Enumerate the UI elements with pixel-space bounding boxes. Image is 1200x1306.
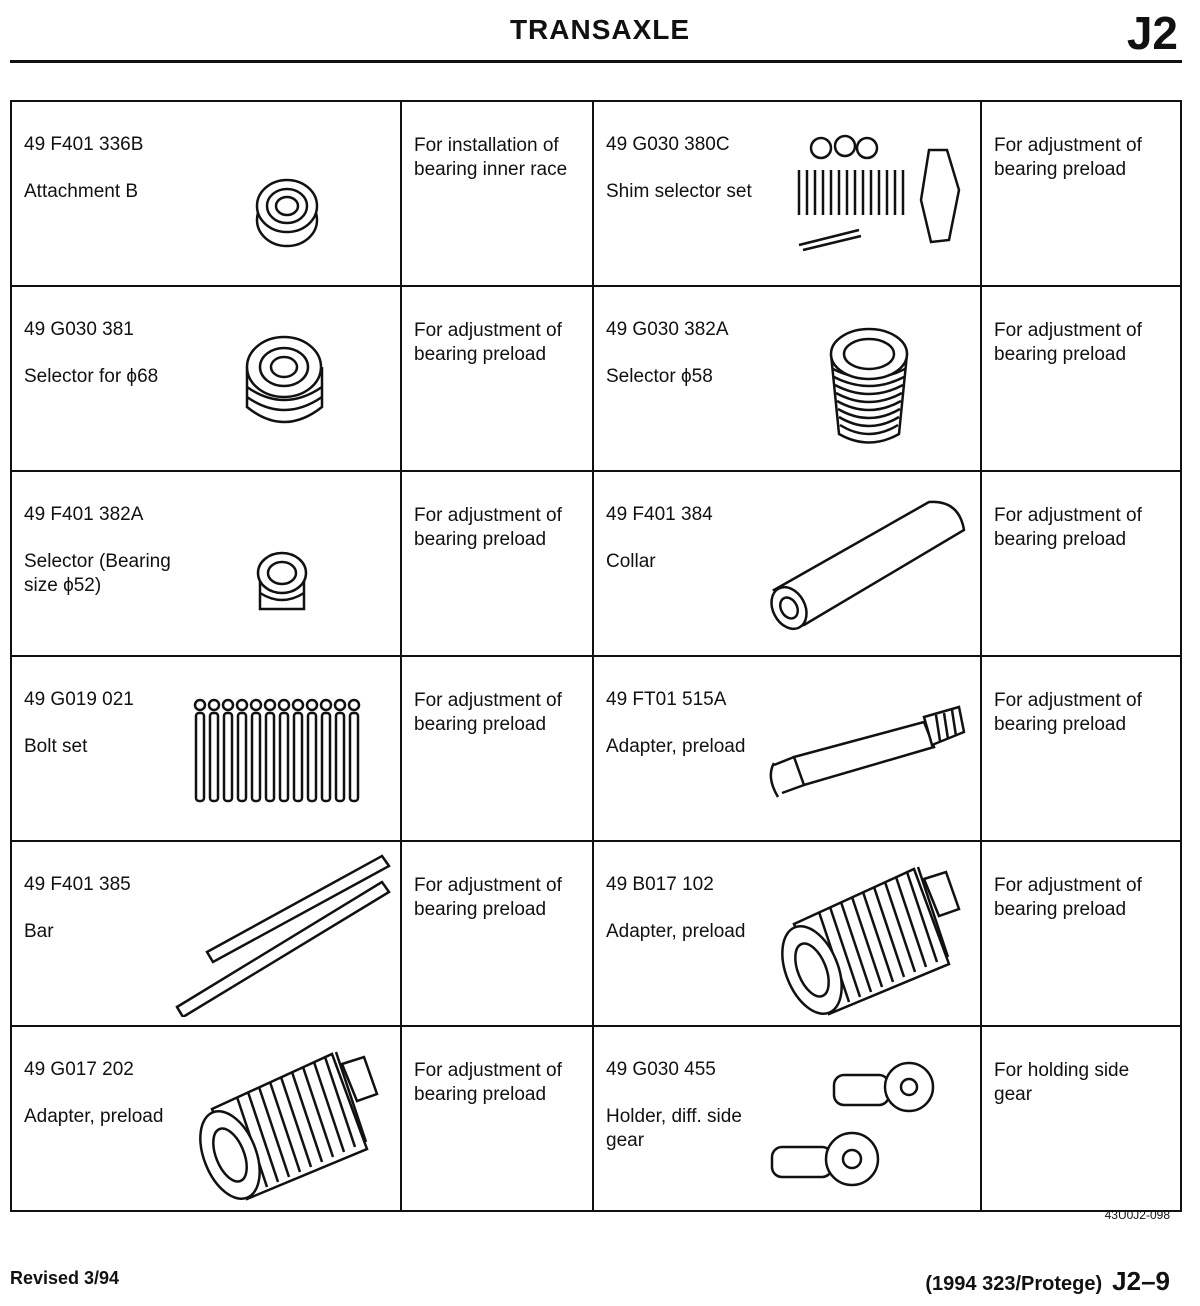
selector-52-icon (252, 547, 312, 619)
collar-icon (759, 490, 974, 640)
tool-purpose-cell (401, 101, 593, 286)
table-row (11, 1026, 1181, 1211)
tool-name: Collar (606, 551, 656, 572)
table-row (11, 656, 1181, 841)
tool-name: Attachment B (24, 181, 139, 202)
tool-cell (593, 286, 981, 471)
tool-purpose-cell (981, 841, 1181, 1026)
page-title: TRANSAXLE (509, 14, 691, 45)
table-row (11, 101, 1181, 286)
tool-number: 49 G030 455 (606, 1059, 716, 1080)
tool-number: 49 G030 380C (606, 134, 730, 155)
selector-58-icon (819, 319, 919, 454)
tool-number: 49 G030 381 (24, 319, 134, 340)
tool-purpose-cell (981, 471, 1181, 656)
tool-number: 49 FT01 515A (606, 689, 727, 710)
adapter-shaft-icon (764, 697, 974, 817)
adapter-knurled-icon (774, 854, 974, 1019)
model-label: (1994 323/Protege) (925, 1273, 1103, 1295)
tool-purpose: For adjustment of bearing preload (414, 690, 562, 735)
tool-number: 49 F401 385 (24, 874, 131, 895)
tool-purpose: For adjustment of bearing preload (414, 320, 562, 365)
tool-name: Selector (Bearing size ϕ52) (24, 551, 171, 596)
header-rule (10, 60, 1182, 63)
tool-purpose-cell (401, 286, 593, 471)
tool-name: Holder, diff. side gear (606, 1106, 742, 1151)
shim-selector-set-icon (789, 130, 979, 265)
tool-name: Bolt set (24, 736, 88, 757)
tool-cell (11, 1026, 401, 1211)
tool-cell (593, 841, 981, 1026)
bar-icon (167, 852, 392, 1017)
tool-purpose: For installation of bearing inner race (414, 135, 568, 180)
tool-number: 49 G019 021 (24, 689, 134, 710)
tool-purpose: For adjustment of bearing preload (414, 875, 562, 920)
tool-purpose: For adjustment of bearing preload (414, 505, 562, 550)
bolt-set-icon (192, 695, 372, 805)
tool-cell (593, 656, 981, 841)
tool-cell (593, 1026, 981, 1211)
tool-purpose: For adjustment of bearing preload (994, 135, 1142, 180)
tool-cell (593, 101, 981, 286)
special-tools-table (10, 100, 1182, 1212)
tool-number: 49 G017 202 (24, 1059, 134, 1080)
tool-number: 49 B017 102 (606, 874, 714, 895)
tool-purpose-cell (981, 1026, 1181, 1211)
tool-cell (11, 656, 401, 841)
tool-purpose-cell (981, 656, 1181, 841)
tool-purpose: For adjustment of bearing preload (994, 875, 1142, 920)
table-row (11, 841, 1181, 1026)
tool-cell (593, 471, 981, 656)
tool-name: Selector ϕ58 (606, 366, 713, 387)
tool-purpose-cell (981, 286, 1181, 471)
tool-cell (11, 841, 401, 1026)
tool-number: 49 F401 336B (24, 134, 144, 155)
tool-purpose: For adjustment of bearing preload (994, 320, 1142, 365)
selector-68-icon (237, 327, 332, 437)
table-row (11, 286, 1181, 471)
tool-number: 49 F401 384 (606, 504, 713, 525)
tool-name: Adapter, preload (24, 1106, 164, 1127)
tool-purpose-cell (981, 101, 1181, 286)
tool-purpose: For adjustment of bearing preload (994, 505, 1142, 550)
tool-name: Selector for ϕ68 (24, 366, 159, 387)
tool-cell (11, 286, 401, 471)
tool-number: 49 G030 382A (606, 319, 729, 340)
tool-name: Adapter, preload (606, 736, 746, 757)
revision-note: Revised 3/94 (10, 1268, 120, 1288)
tool-purpose: For holding side gear (994, 1060, 1130, 1105)
page-number: J2–9 (1112, 1266, 1170, 1296)
tool-number: 49 F401 382A (24, 504, 144, 525)
tool-purpose-cell (401, 471, 593, 656)
tool-name: Shim selector set (606, 181, 752, 202)
table-row (11, 471, 1181, 656)
tool-cell (11, 471, 401, 656)
tool-name: Bar (24, 921, 54, 942)
tool-purpose-cell (401, 1026, 593, 1211)
figure-id: 43U0J2-098 (1104, 1208, 1170, 1222)
tool-purpose-cell (401, 656, 593, 841)
tool-cell (11, 101, 401, 286)
adapter-knurled-icon (192, 1039, 392, 1204)
tool-name: Adapter, preload (606, 921, 746, 942)
side-gear-holder-icon (764, 1047, 974, 1207)
tool-purpose-cell (401, 841, 593, 1026)
attachment-ring-icon (247, 172, 327, 252)
page-footer (925, 1266, 1170, 1297)
tool-purpose: For adjustment of bearing preload (994, 690, 1142, 735)
tool-purpose: For adjustment of bearing preload (414, 1060, 562, 1105)
section-code: J2 (1126, 7, 1178, 59)
